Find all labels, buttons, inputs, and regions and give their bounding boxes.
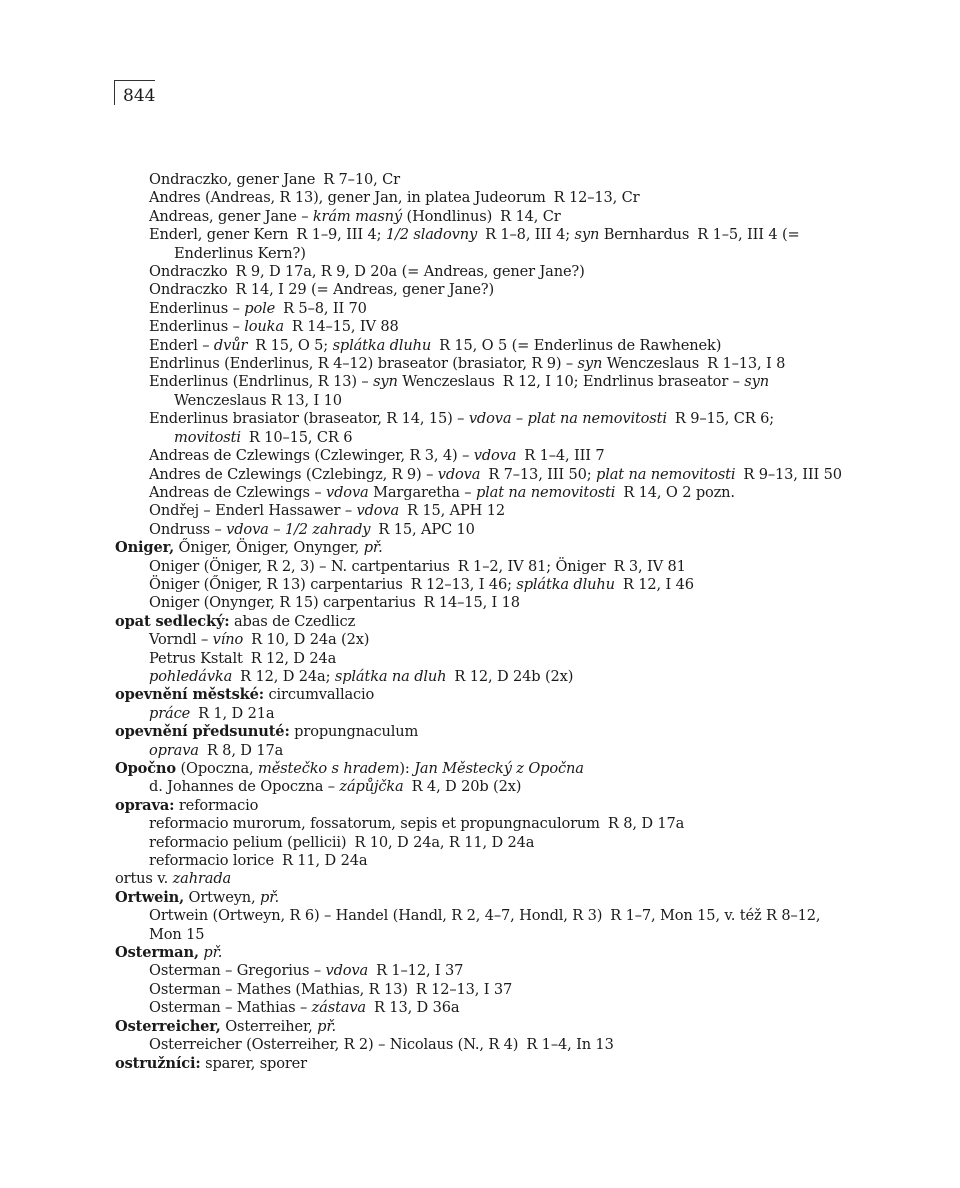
- index-subentry: reformacio murorum, fossatorum, sepis et propungnaculorum R 8, D 17a: [149, 815, 685, 833]
- index-headword-entry: opevnění předsunuté: propungnaculum: [115, 723, 419, 741]
- index-subentry: Enderlinus – pole R 5–8, II 70: [149, 299, 367, 317]
- index-entries: [115, 171, 850, 1073]
- index-subentry: Ondřej – Enderl Hassawer – vdova R 15, APH 12: [149, 502, 506, 520]
- index-headword-entry: ortus v. zahrada: [115, 870, 232, 888]
- index-subentry: Andres (Andreas, R 13), gener Jan, in platea Judeorum R 12–13, Cr: [149, 189, 640, 207]
- index-subentry: oprava R 8, D 17a: [149, 741, 284, 759]
- index-subentry: Petrus Kstalt R 12, D 24a: [149, 649, 337, 667]
- index-subentry: Andres de Czlewings (Czlebingz, R 9) – vdova R 7–13, III 50; plat na nemovitosti R 9–13, III 50: [149, 465, 842, 483]
- index-headword-entry: Ortwein, Ortweyn, př.: [115, 888, 279, 906]
- index-subentry: Endrlinus (Enderlinus, R 4–12) braseator (brasiator, R 9) – syn Wenczeslaus R 1–13, I 8: [149, 355, 786, 373]
- index-headword-entry: Osterman, př.: [115, 944, 223, 962]
- index-subentry: d. Johannes de Opoczna – zápůjčka R 4, D 20b (2x): [149, 778, 522, 796]
- index-headword-entry: oprava: reformacio: [115, 796, 259, 814]
- index-headword-entry: opat sedlecký: abas de Czedlicz: [115, 612, 356, 630]
- page-number: 844: [114, 80, 155, 105]
- index-headword-entry: Opočno (Opoczna, městečko s hradem): Jan Městecký z Opočna: [115, 760, 584, 777]
- index-subentry: Öniger (Őniger, R 13) carpentarius R 12–13, I 46; splátka dluhu R 12, I 46: [149, 575, 694, 593]
- index-subentry: Enderlinus – louka R 14–15, IV 88: [149, 318, 399, 336]
- index-headword-entry: ostružníci: sparer, sporer: [115, 1054, 307, 1072]
- index-subentry: Osterman – Mathias – zástava R 13, D 36a: [149, 999, 460, 1017]
- index-subentry: Vorndl – víno R 10, D 24a (2x): [149, 631, 370, 649]
- index-headword-entry: Osterreicher, Osterreiher, př.: [115, 1017, 337, 1035]
- index-subentry: Osterreicher (Osterreiher, R 2) – Nicolaus (N., R 4) R 1–4, In 13: [149, 1036, 614, 1054]
- index-subentry: Ondraczko R 14, I 29 (= Andreas, gener Jane?): [149, 281, 495, 299]
- index-headword-entry: Oniger, Őniger, Öniger, Onynger, př.: [115, 539, 383, 557]
- index-subentry: Ondraczko, gener Jane R 7–10, Cr: [149, 171, 400, 188]
- index-subentry: Ortwein (Ortweyn, R 6) – Handel (Handl, R 2, 4–7, Hondl, R 3) R 1–7, Mon 15, v. též R 8–12, Mon 15: [149, 907, 821, 943]
- index-subentry: Oniger (Onynger, R 15) carpentarius R 14–15, I 18: [149, 594, 520, 612]
- index-headword-entry: opevnění městské: circumvallacio: [115, 686, 375, 704]
- index-subentry: Enderl – dvůr R 15, O 5; splátka dluhu R 15, O 5 (= Enderlinus de Rawhenek): [149, 336, 722, 354]
- index-subentry: Ondruss – vdova – 1/2 zahrady R 15, APC 10: [149, 520, 475, 538]
- index-subentry: Andreas de Czlewings – vdova Margaretha – plat na nemovitosti R 14, O 2 pozn.: [149, 483, 735, 501]
- index-subentry: Osterman – Gregorius – vdova R 1–12, I 37: [149, 962, 464, 980]
- index-subentry: práce R 1, D 21a: [149, 704, 275, 722]
- index-subentry: reformacio pelium (pellicii) R 10, D 24a, R 11, D 24a: [149, 833, 535, 851]
- index-subentry: Oniger (Öniger, R 2, 3) – N. cartpentarius R 1–2, IV 81; Öniger R 3, IV 81: [149, 557, 686, 575]
- index-subentry: Andreas de Czlewings (Czlewinger, R 3, 4) – vdova R 1–4, III 7: [149, 447, 605, 465]
- index-subentry: Osterman – Mathes (Mathias, R 13) R 12–13, I 37: [149, 980, 513, 998]
- index-subentry: Andreas, gener Jane – krám masný (Hondlinus) R 14, Cr: [149, 207, 561, 225]
- index-subentry: Enderlinus (Endrlinus, R 13) – syn Wenczeslaus R 12, I 10; Endrlinus braseator – syn Wenczeslaus R 13, I 10: [149, 373, 769, 409]
- index-subentry: Enderlinus brasiator (braseator, R 14, 15) – vdova – plat na nemovitosti R 9–15, CR 6; movitosti R 10–15, CR 6: [149, 410, 774, 446]
- index-subentry: reformacio lorice R 11, D 24a: [149, 852, 368, 870]
- index-subentry: Enderl, gener Kern R 1–9, III 4; 1/2 sladovny R 1–8, III 4; syn Bernhardus R 1–5, III 4 (= Enderlinus Kern?): [149, 226, 800, 262]
- index-subentry: pohledávka R 12, D 24a; splátka na dluh R 12, D 24b (2x): [149, 667, 574, 685]
- index-subentry: Ondraczko R 9, D 17a, R 9, D 20a (= Andreas, gener Jane?): [149, 263, 585, 281]
